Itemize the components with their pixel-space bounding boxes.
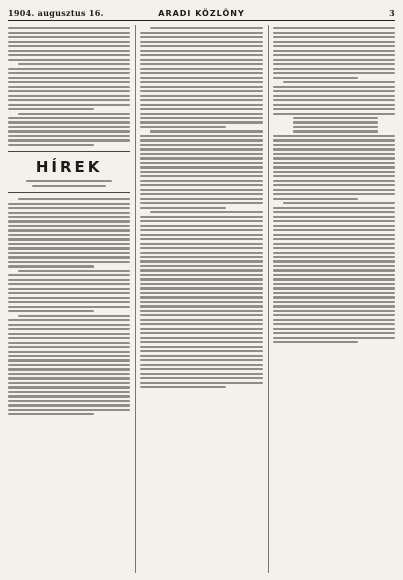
news-body-col1 <box>8 198 130 415</box>
page-number: 3 <box>389 8 395 18</box>
text-columns <box>8 25 395 573</box>
column-1 <box>8 25 130 573</box>
column-3 <box>268 25 395 573</box>
page-header <box>8 6 395 21</box>
article-top <box>8 27 130 146</box>
issue-date: 1904. augusztus 16. <box>8 8 104 18</box>
masthead: ARADI KÖZLÖNY <box>158 9 245 18</box>
section-title: HÍREK <box>35 157 103 176</box>
column-2 <box>135 25 262 573</box>
section-divider <box>8 151 130 152</box>
